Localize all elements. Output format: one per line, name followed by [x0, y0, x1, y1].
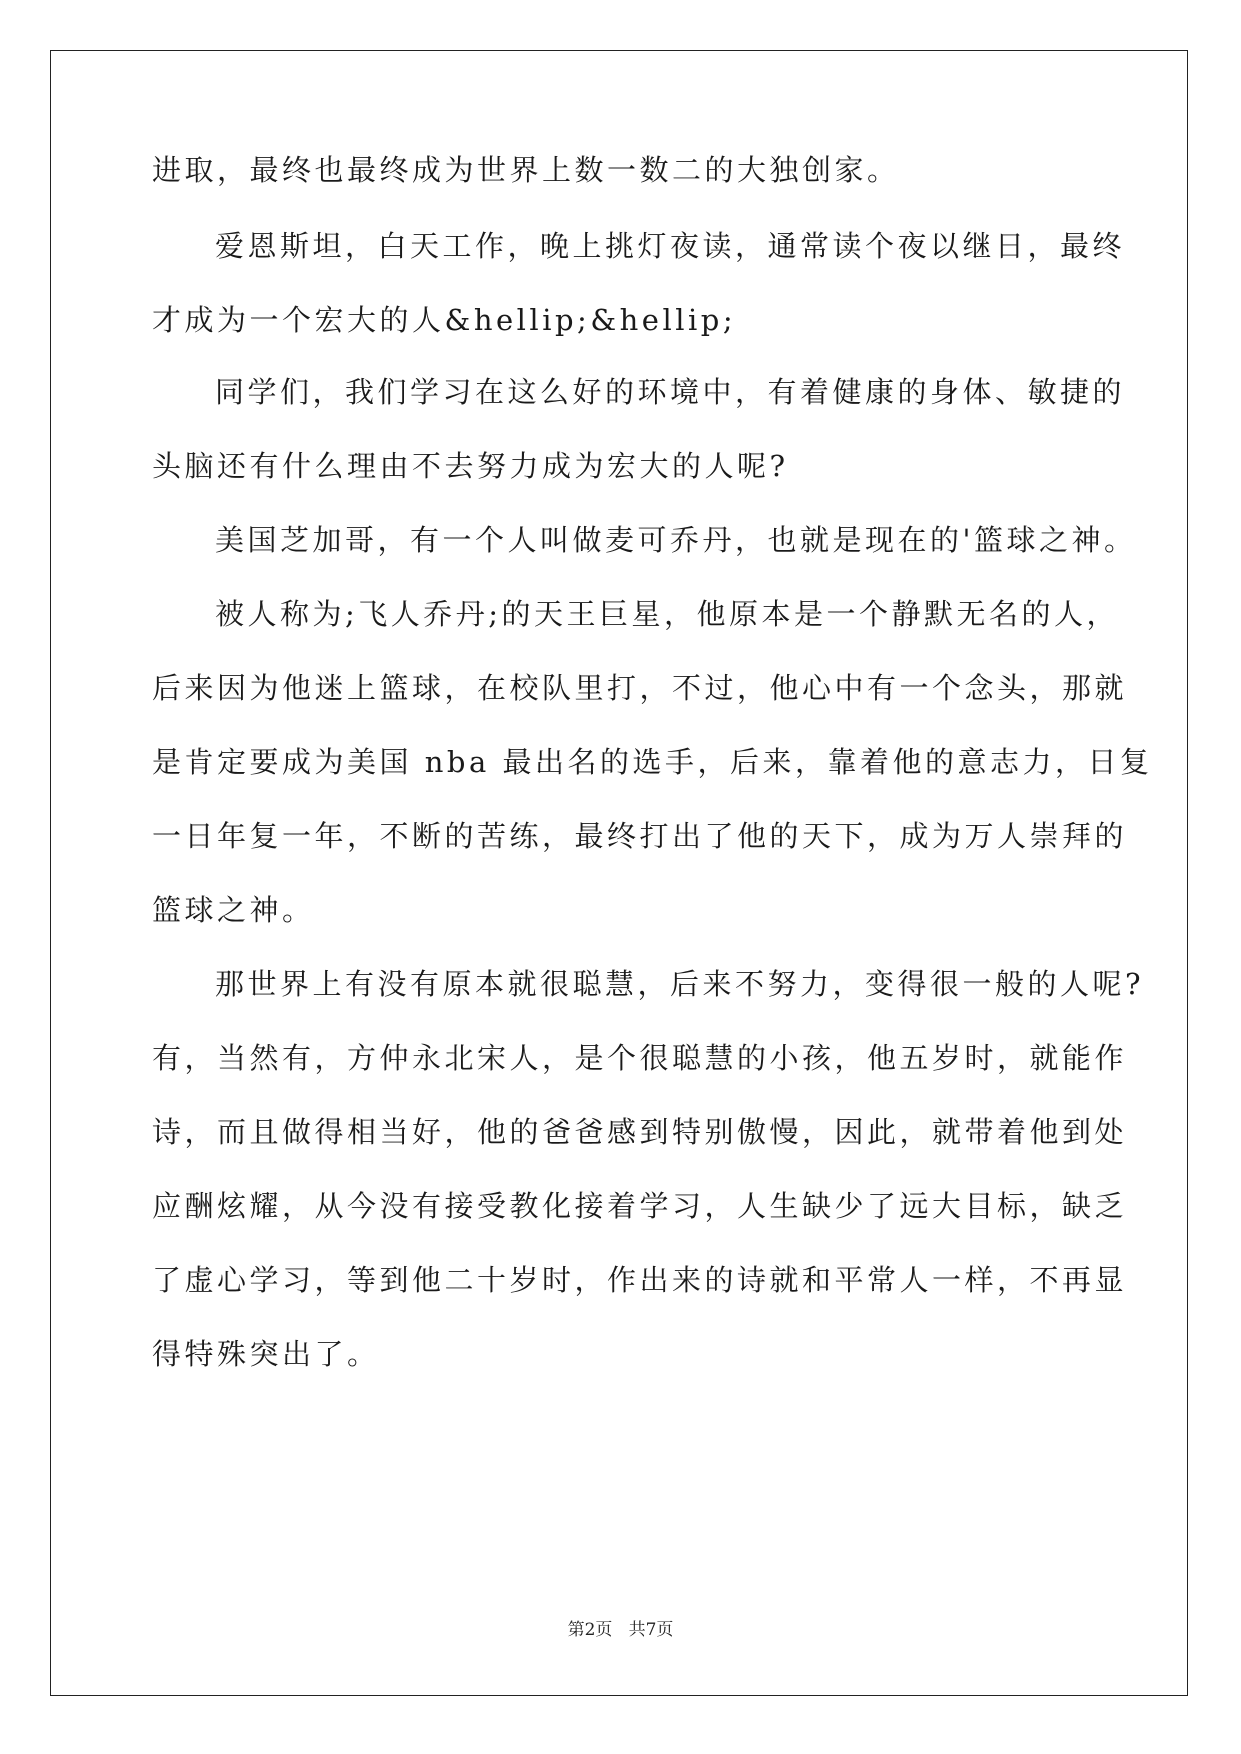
text-line: 头脑还有什么理由不去努力成为宏大的人呢?	[152, 449, 789, 483]
text-line: 诗，而且做得相当好，他的爸爸感到特别傲慢，因此，就带着他到处	[152, 1115, 1128, 1149]
text-line: 是肯定要成为美国 nba 最出名的选手，后来，靠着他的意志力，日复	[152, 745, 1153, 779]
text-line: 才成为一个宏大的人&hellip;&hellip;	[152, 303, 737, 337]
text-line: 被人称为;飞人乔丹;的天王巨星，他原本是一个静默无名的人，	[215, 597, 1120, 631]
text-line: 篮球之神。	[152, 893, 315, 927]
text-line: 爱恩斯坦，白天工作，晚上挑灯夜读，通常读个夜以继日，最终	[215, 229, 1126, 263]
text-line: 进取，最终也最终成为世界上数一数二的大独创家。	[152, 153, 900, 187]
page-number-footer: 第2页 共7页	[567, 1620, 674, 1640]
text-line: 后来因为他迷上篮球，在校队里打，不过，他心中有一个念头，那就	[152, 671, 1128, 705]
text-line: 应酬炫耀，从今没有接受教化接着学习，人生缺少了远大目标，缺乏	[152, 1189, 1128, 1223]
text-line: 有，当然有，方仲永北宋人，是个很聪慧的小孩，他五岁时，就能作	[152, 1041, 1128, 1075]
page-border	[50, 50, 1188, 1696]
text-line: 一日年复一年，不断的苦练，最终打出了他的天下，成为万人崇拜的	[152, 819, 1128, 853]
text-line: 得特殊突出了。	[152, 1337, 380, 1371]
text-line: 那世界上有没有原本就很聪慧，后来不努力，变得很一般的人呢?	[215, 967, 1145, 1001]
text-line: 美国芝加哥，有一个人叫做麦可乔丹，也就是现在的'篮球之神。	[215, 523, 1137, 557]
text-line: 同学们，我们学习在这么好的环境中，有着健康的身体、敏捷的	[215, 375, 1126, 409]
text-line: 了虚心学习，等到他二十岁时，作出来的诗就和平常人一样，不再显	[152, 1263, 1128, 1297]
